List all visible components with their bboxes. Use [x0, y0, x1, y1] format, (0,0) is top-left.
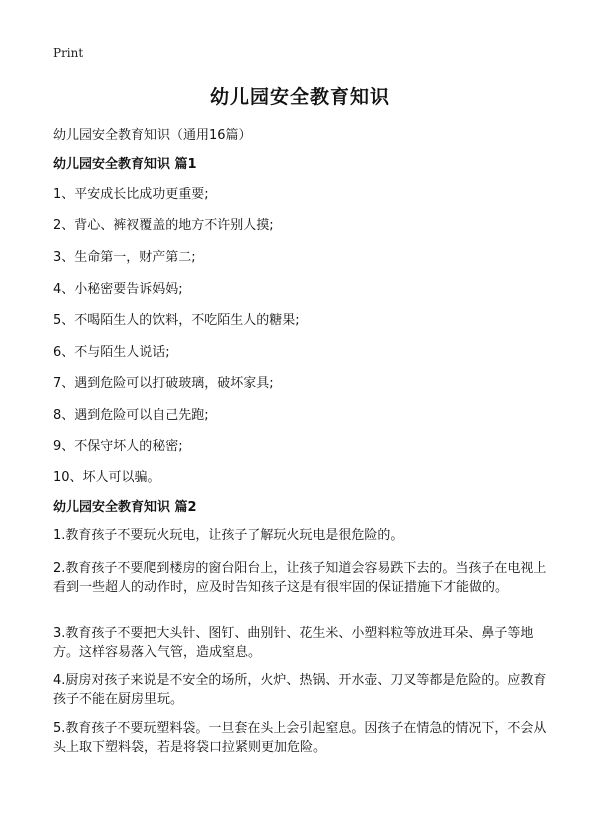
list-item: 7、遇到危险可以打破玻璃，破坏家具; [53, 376, 274, 391]
paragraph: 5.教育孩子不要玩塑料袋。一旦套在头上会引起窒息。因孩子在情急的情况下，不会从头上取下塑料袋，若是将袋口拉紧则更加危险。 [53, 721, 547, 755]
paragraph: 1.教育孩子不要玩火玩电，让孩子了解玩火玩电是很危险的。 [53, 528, 404, 543]
paragraph: 2.教育孩子不要爬到楼房的窗台阳台上，让孩子知道会容易跌下去的。当孩子在电视上看到一些超人的动作时，应及时告知孩子这是有很牢固的保证措施下才能做的。 [53, 561, 547, 595]
list-item: 2、背心、裤衩覆盖的地方不许别人摸; [53, 218, 274, 233]
list-item: 6、不与陌生人说话; [53, 345, 170, 360]
list-item: 4、小秘密要告诉妈妈; [53, 282, 183, 297]
list-item: 10、坏人可以骗。 [53, 470, 161, 485]
paragraph: 4.厨房对孩子来说是不安全的场所，火炉、热锅、开水壶、刀叉等都是危险的。应教育孩子不能在厨房里玩。 [53, 673, 547, 707]
list-item: 3、生命第一，财产第二; [53, 250, 196, 265]
list-item: 8、遇到危险可以自己先跑; [53, 408, 209, 423]
document-subtitle: 幼儿园安全教育知识（通用16篇） [53, 128, 252, 143]
paragraph: 3.教育孩子不要把大头针、图钉、曲别针、花生米、小塑料粒等放进耳朵、鼻子等地方。这样容易落入气管，造成窒息。 [53, 626, 534, 660]
list-item: 1、平安成长比成功更重要; [53, 187, 209, 202]
page-title: 幼儿园安全教育知识 [209, 86, 390, 108]
list-item: 9、不保守坏人的秘密; [53, 439, 183, 454]
list-item: 5、不喝陌生人的饮料，不吃陌生人的糖果; [53, 313, 300, 328]
section-2-heading: 幼儿园安全教育知识 篇2 [53, 500, 197, 515]
section-1-heading: 幼儿园安全教育知识 篇1 [53, 157, 197, 172]
print-label[interactable]: Print [53, 46, 84, 60]
